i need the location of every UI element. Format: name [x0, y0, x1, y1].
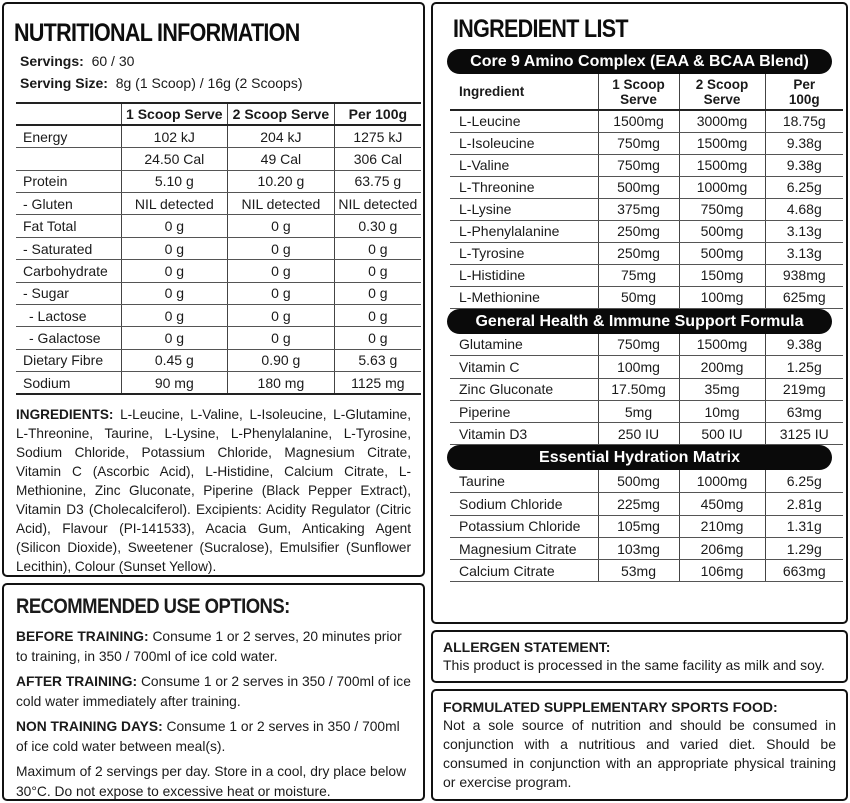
- use-option: [16, 717, 411, 756]
- ingredient-name: Calcium Citrate: [450, 560, 598, 582]
- ingredient-amount: 106mg: [679, 560, 765, 582]
- nutrient-value: NIL detected: [121, 193, 228, 215]
- ingredient-amount: 225mg: [598, 493, 679, 515]
- ingredient-amount: 1.25g: [765, 356, 843, 378]
- ingredient-name: L-Tyrosine: [450, 242, 598, 264]
- use-option-text: Consume 1 or 2 serves in 350 / 700ml of ice cold water between meal(s).: [16, 719, 400, 754]
- ingredient-row: [450, 537, 843, 559]
- ingredient-amount: 500mg: [679, 242, 765, 264]
- ingredient-row: [450, 470, 843, 492]
- nutrition-row: [16, 237, 421, 259]
- allergen-title: ALLERGEN STATEMENT:: [443, 639, 611, 655]
- ingredient-row: [450, 493, 843, 515]
- nutrient-label: - Saturated: [16, 237, 121, 259]
- column-header: Per 100g: [765, 74, 843, 110]
- ingredient-amount: 663mg: [765, 560, 843, 582]
- nutrient-value: 0 g: [121, 282, 228, 304]
- nutrition-row: [16, 260, 421, 282]
- ingredient-name: L-Histidine: [450, 264, 598, 286]
- nutrition-row: [16, 305, 421, 327]
- ingredient-amount: 750mg: [679, 198, 765, 220]
- nutrient-label: Fat Total: [16, 215, 121, 237]
- column-header: 1 Scoop Serve: [121, 103, 228, 125]
- ingredient-row: [450, 264, 843, 286]
- nutrient-value: 0 g: [228, 237, 335, 259]
- serving-size-label: Serving Size:: [20, 75, 108, 91]
- nutrient-value: 0.90 g: [228, 349, 335, 371]
- nutrient-label: - Galactose: [16, 327, 121, 349]
- nutrient-value: 0.45 g: [121, 349, 228, 371]
- ingredient-amount: 3125 IU: [765, 423, 843, 445]
- ingredient-row: [450, 515, 843, 537]
- ingredient-amount: 100mg: [679, 286, 765, 308]
- nutrient-value: 0 g: [121, 327, 228, 349]
- ingredient-amount: 250mg: [598, 242, 679, 264]
- ingredient-row: [450, 560, 843, 582]
- ingredient-amount: 6.25g: [765, 470, 843, 492]
- nutrient-value: 5.10 g: [121, 170, 228, 192]
- nutrition-row: [16, 170, 421, 192]
- ingredient-amount: 1.29g: [765, 537, 843, 559]
- ingredient-name: L-Valine: [450, 154, 598, 176]
- ingredient-name: Potassium Chloride: [450, 515, 598, 537]
- nutrient-value: 180 mg: [228, 372, 335, 394]
- ingredient-amount: 4.68g: [765, 198, 843, 220]
- nutritional-information-panel: [2, 2, 425, 577]
- ingredient-row: [450, 378, 843, 400]
- ingredient-amount: 625mg: [765, 286, 843, 308]
- ingredient-amount: 500mg: [598, 470, 679, 492]
- ingredient-amount: 200mg: [679, 356, 765, 378]
- nutrient-label: Sodium: [16, 372, 121, 394]
- nutrient-value: 49 Cal: [228, 148, 335, 170]
- ingredient-table: [450, 470, 843, 582]
- nutrient-value: 1275 kJ: [334, 125, 421, 147]
- ingredient-amount: 500 IU: [679, 423, 765, 445]
- ingredient-amount: 18.75g: [765, 110, 843, 132]
- nutrition-row: [16, 193, 421, 215]
- nutrient-label: [16, 148, 121, 170]
- ingredients-paragraph: [14, 405, 413, 576]
- formulated-food-panel: [431, 689, 848, 801]
- servings-line: [20, 50, 413, 72]
- ingredient-row: [450, 110, 843, 132]
- ingredient-row: [450, 154, 843, 176]
- nutrient-value: 0 g: [228, 305, 335, 327]
- nutrition-row: [16, 215, 421, 237]
- ingredient-amount: 1.31g: [765, 515, 843, 537]
- nutrient-value: 24.50 Cal: [121, 148, 228, 170]
- use-option-text: Maximum of 2 servings per day. Store in a cool, dry place below 30°C. Do not expose to excessive heat or moisture.: [16, 764, 407, 799]
- nutrient-value: 306 Cal: [334, 148, 421, 170]
- ingredient-table: [450, 334, 843, 446]
- ingredient-amount: 750mg: [598, 154, 679, 176]
- ingredient-table: [450, 74, 843, 309]
- ingredient-amount: 6.25g: [765, 176, 843, 198]
- nutrient-value: 0 g: [334, 237, 421, 259]
- ingredient-amount: 219mg: [765, 378, 843, 400]
- ingredient-amount: 210mg: [679, 515, 765, 537]
- nutrient-value: NIL detected: [228, 193, 335, 215]
- servings-value: 60 / 30: [91, 53, 135, 69]
- ingredient-list-panel: [431, 2, 848, 624]
- nutrient-label: Dietary Fibre: [16, 349, 121, 371]
- ingredient-amount: 500mg: [598, 176, 679, 198]
- ingredient-amount: 2.81g: [765, 493, 843, 515]
- use-option-text: Consume 1 or 2 serves, 20 minutes prior to training, in 350 / 700ml of ice cold water.: [16, 629, 402, 664]
- nutrient-label: Energy: [16, 125, 121, 147]
- nutrient-value: 0 g: [228, 215, 335, 237]
- ingredient-amount: 103mg: [598, 537, 679, 559]
- allergen-statement-panel: [431, 630, 848, 683]
- use-option: [16, 672, 411, 711]
- ingredients-text: L-Leucine, L-Valine, L-Isoleucine, L-Glutamine, L-Threonine, Taurine, L-Lysine, L-Phenylalanine, L-Tyrosine, Sodium Chloride, Potassium Chloride, Magnesium Citrate, Vitamin C (Ascorbic Acid), L-Histidine, Calcium Citrate, L-Methionine, Zinc Gluconate, Piperine (Black Pepper Extract), Vitamin D3 (Cholecalciferol). Excipients: Acidity Regulator (Citric Acid), Flavour (PI-141533), Acacia Gum, Anticaking Agent (Silicon Dioxide), Sweetener (Sucralose), Emulsifier (Sunflower Lecithin), Colour (Sunset Yellow).: [16, 407, 411, 575]
- nutrient-value: 0 g: [121, 305, 228, 327]
- allergen-text: This product is processed in the same facility as milk and soy.: [443, 657, 825, 673]
- nutrient-value: 0 g: [228, 282, 335, 304]
- nutritional-information-title: NUTRITIONAL INFORMATION: [14, 19, 300, 47]
- nutrient-value: 204 kJ: [228, 125, 335, 147]
- nutrient-label: Carbohydrate: [16, 260, 121, 282]
- nutrition-row: [16, 282, 421, 304]
- column-header: 2 Scoop Serve: [679, 74, 765, 110]
- column-header: 2 Scoop Serve: [228, 103, 335, 125]
- column-header: Ingredient: [450, 74, 598, 110]
- ingredient-row: [450, 334, 843, 356]
- column-header: Per 100g: [334, 103, 421, 125]
- ingredient-name: L-Methionine: [450, 286, 598, 308]
- section-header: Core 9 Amino Complex (EAA & BCAA Blend): [447, 49, 832, 74]
- ingredient-amount: 5mg: [598, 400, 679, 422]
- ingredient-amount: 3000mg: [679, 110, 765, 132]
- nutrient-value: 0.30 g: [334, 215, 421, 237]
- ingredient-name: Sodium Chloride: [450, 493, 598, 515]
- ingredient-name: Magnesium Citrate: [450, 537, 598, 559]
- ingredient-name: Piperine: [450, 400, 598, 422]
- ingredient-amount: 250 IU: [598, 423, 679, 445]
- nutrient-value: 90 mg: [121, 372, 228, 394]
- ingredient-row: [450, 198, 843, 220]
- ingredient-amount: 375mg: [598, 198, 679, 220]
- nutrient-value: 102 kJ: [121, 125, 228, 147]
- ingredient-amount: 100mg: [598, 356, 679, 378]
- nutrient-value: NIL detected: [334, 193, 421, 215]
- ingredient-amount: 17.50mg: [598, 378, 679, 400]
- ingredient-name: L-Lysine: [450, 198, 598, 220]
- serving-size-line: [20, 72, 413, 94]
- use-option-text: Consume 1 or 2 serves in 350 / 700ml of ice cold water immediately after training.: [16, 674, 411, 709]
- ingredient-row: [450, 400, 843, 422]
- nutrient-value: 63.75 g: [334, 170, 421, 192]
- nutrition-table: [16, 102, 421, 395]
- nutrient-value: 0 g: [121, 215, 228, 237]
- use-option: [16, 627, 411, 666]
- ingredient-amount: 10mg: [679, 400, 765, 422]
- ingredients-label: INGREDIENTS:: [16, 407, 114, 423]
- nutrient-label: Protein: [16, 170, 121, 192]
- servings-label: Servings:: [20, 53, 84, 69]
- nutrition-table-header: [16, 103, 421, 125]
- column-header: 1 Scoop Serve: [598, 74, 679, 110]
- ingredient-row: [450, 132, 843, 154]
- ingredient-amount: 3.13g: [765, 220, 843, 242]
- nutrient-value: 0 g: [121, 260, 228, 282]
- ingredient-amount: 1500mg: [679, 334, 765, 356]
- recommended-use-title: RECOMMENDED USE OPTIONS:: [16, 595, 290, 618]
- ingredient-amount: 3.13g: [765, 242, 843, 264]
- nutrition-row: [16, 327, 421, 349]
- ingredient-amount: 35mg: [679, 378, 765, 400]
- ingredient-amount: 63mg: [765, 400, 843, 422]
- nutrient-value: 0 g: [228, 327, 335, 349]
- ingredient-amount: 938mg: [765, 264, 843, 286]
- formulated-title: FORMULATED SUPPLEMENTARY SPORTS FOOD:: [443, 699, 778, 715]
- ingredient-row: [450, 286, 843, 308]
- use-option-label: BEFORE TRAINING:: [16, 629, 149, 644]
- ingredient-amount: 1500mg: [679, 132, 765, 154]
- use-option-label: NON TRAINING DAYS:: [16, 719, 163, 734]
- column-header: [16, 103, 121, 125]
- ingredient-name: Taurine: [450, 470, 598, 492]
- serving-size-value: 8g (1 Scoop) / 16g (2 Scoops): [115, 75, 303, 91]
- ingredient-amount: 500mg: [679, 220, 765, 242]
- nutrient-value: 10.20 g: [228, 170, 335, 192]
- nutrient-value: 1125 mg: [334, 372, 421, 394]
- nutrient-value: 0 g: [334, 260, 421, 282]
- use-option-label: AFTER TRAINING:: [16, 674, 138, 689]
- ingredient-amount: 9.38g: [765, 154, 843, 176]
- nutrient-value: 0 g: [228, 260, 335, 282]
- nutrition-row: [16, 125, 421, 147]
- ingredient-amount: 9.38g: [765, 334, 843, 356]
- ingredient-name: L-Leucine: [450, 110, 598, 132]
- ingredient-name: L-Isoleucine: [450, 132, 598, 154]
- nutrient-label: - Sugar: [16, 282, 121, 304]
- ingredient-name: Vitamin D3: [450, 423, 598, 445]
- nutrient-value: 0 g: [334, 305, 421, 327]
- nutrient-value: 0 g: [334, 327, 421, 349]
- section-header: General Health & Immune Support Formula: [447, 309, 832, 334]
- ingredient-amount: 1000mg: [679, 470, 765, 492]
- ingredient-amount: 250mg: [598, 220, 679, 242]
- ingredient-amount: 1500mg: [679, 154, 765, 176]
- nutrition-row: [16, 372, 421, 394]
- ingredient-name: Glutamine: [450, 334, 598, 356]
- ingredient-amount: 206mg: [679, 537, 765, 559]
- ingredient-table-header: [450, 74, 843, 110]
- ingredient-amount: 450mg: [679, 493, 765, 515]
- ingredient-amount: 53mg: [598, 560, 679, 582]
- ingredient-row: [450, 242, 843, 264]
- ingredient-amount: 75mg: [598, 264, 679, 286]
- nutrient-value: 5.63 g: [334, 349, 421, 371]
- ingredient-row: [450, 423, 843, 445]
- ingredient-name: L-Threonine: [450, 176, 598, 198]
- nutrient-value: 0 g: [334, 282, 421, 304]
- ingredient-amount: 1000mg: [679, 176, 765, 198]
- nutrition-row: [16, 349, 421, 371]
- section-header: Essential Hydration Matrix: [447, 445, 832, 470]
- ingredient-amount: 150mg: [679, 264, 765, 286]
- ingredient-amount: 1500mg: [598, 110, 679, 132]
- ingredient-row: [450, 356, 843, 378]
- recommended-use-panel: [2, 583, 425, 801]
- ingredient-list-title: INGREDIENT LIST: [453, 15, 628, 43]
- ingredient-row: [450, 220, 843, 242]
- ingredient-name: Zinc Gluconate: [450, 378, 598, 400]
- ingredient-amount: 750mg: [598, 334, 679, 356]
- ingredient-amount: 105mg: [598, 515, 679, 537]
- ingredient-amount: 50mg: [598, 286, 679, 308]
- nutrition-row: [16, 148, 421, 170]
- nutrient-label: - Lactose: [16, 305, 121, 327]
- ingredient-amount: 750mg: [598, 132, 679, 154]
- nutrient-label: - Gluten: [16, 193, 121, 215]
- nutrient-value: 0 g: [121, 237, 228, 259]
- use-option: [16, 762, 411, 801]
- ingredient-row: [450, 176, 843, 198]
- ingredient-name: Vitamin C: [450, 356, 598, 378]
- ingredient-amount: 9.38g: [765, 132, 843, 154]
- ingredient-name: L-Phenylalanine: [450, 220, 598, 242]
- formulated-text: Not a sole source of nutrition and should be consumed in conjunction with a nutritious and varied diet. Should be consumed in conjunction with an appropriate physical training or exercise program.: [443, 717, 836, 790]
